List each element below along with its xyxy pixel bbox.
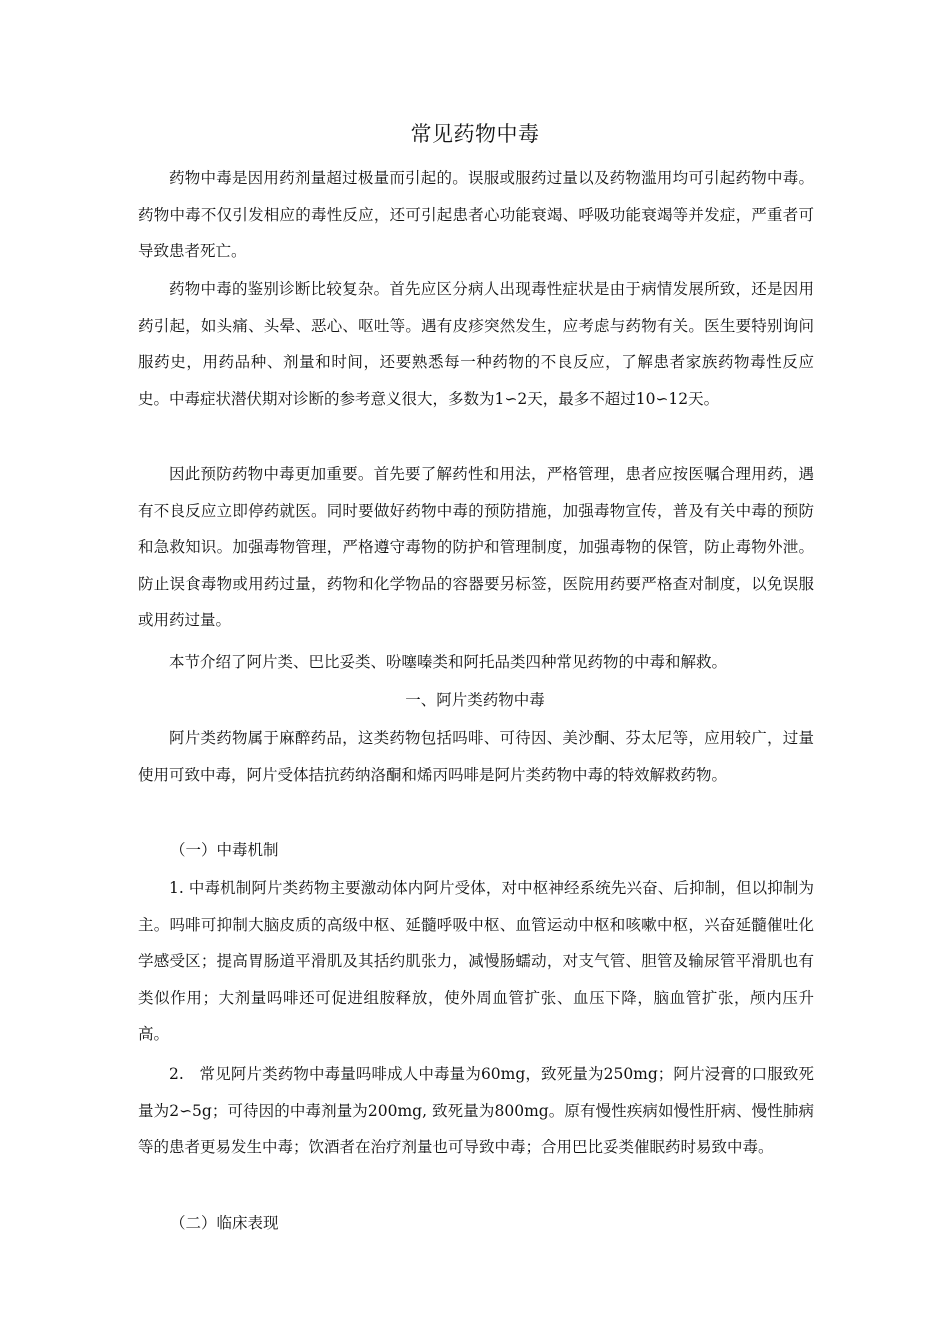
page-title: 常见药物中毒 xyxy=(410,122,540,146)
mechanism-paragraph: 1. 中毒机制阿片类药物主要激动体内阿片受体，对中枢神经系统先兴奋、后抑制，但以抑制为主。吗啡可抑制大脑皮质的高级中枢、延髓呼吸中枢、血管运动中枢和咳嗽中枢，兴奋延髓催吐化学感受区；提高胃肠道平滑肌及其括约肌张力，减慢肠蠕动，对支气管、胆管及输尿管平滑肌也有类似作用；大剂量吗啡还可促进组胺释放，使外周血管扩张、血压下降，脑血管扩张，颅内压升高。 xyxy=(138,879,814,1044)
diagnosis-paragraph: 药物中毒的鉴别诊断比较复杂。首先应区分病人出现毒性症状是由于病情发展所致，还是因用药引起，如头痛、头晕、恶心、呕吐等。遇有皮疹突然发生，应考虑与药物有关。医生要特别询问服药史，用药品种、剂量和时间，还要熟悉每一种药物的不良反应，了解患者家族药物毒性反应史。中毒症状潜伏期对诊断的参考意义很大，多数为1∽2天，最多不超过10∽12天。 xyxy=(138,280,814,408)
section-intro-paragraph: 本节介绍了阿片类、巴比妥类、吩噻嗪类和阿托品类四种常见药物的中毒和解救。 xyxy=(169,653,728,671)
intro-paragraph: 药物中毒是因用药剂量超过极量而引起的。误服或服药过量以及药物滥用均可引起药物中毒。药物中毒不仅引发相应的毒性反应，还可引起患者心功能衰竭、呼吸功能衰竭等并发症，严重者可导致患者死亡。 xyxy=(138,169,814,261)
dosage-paragraph: 2. 常见阿片类药物中毒量吗啡成人中毒量为60mg，致死量为250mg；阿片浸膏的口服致死量为2∽5g；可待因的中毒剂量为200mg, 致死量为800mg。原有慢性疾病如慢性肝病、慢性肺病等的患者更易发生中毒；饮酒者在治疗剂量也可导致中毒；合用巴比妥类催眠药时易致中毒。 xyxy=(138,1065,814,1157)
section-heading-opioid: 一、阿片类药物中毒 xyxy=(405,691,545,709)
prevention-paragraph: 因此预防药物中毒更加重要。首先要了解药性和用法，严格管理，患者应按医嘱合理用药，遇有不良反应立即停药就医。同时要做好药物中毒的预防措施，加强毒物宣传，普及有关中毒的预防和急救知识。加强毒物管理，严格遵守毒物的防护和管理制度，加强毒物的保管，防止毒物外泄。防止误食毒物或用药过量，药物和化学物品的容器要另标签，医院用药要严格查对制度，以免误服或用药过量。 xyxy=(138,465,814,630)
opioid-overview-paragraph: 阿片类药物属于麻醉药品，这类药物包括吗啡、可待因、美沙酮、芬太尼等，应用较广，过量使用可致中毒，阿片受体拮抗药纳洛酮和烯丙吗啡是阿片类药物中毒的特效解救药物。 xyxy=(138,729,814,784)
subheading-clinical: （二）临床表现 xyxy=(170,1214,279,1232)
subheading-mechanism: （一）中毒机制 xyxy=(170,841,279,859)
